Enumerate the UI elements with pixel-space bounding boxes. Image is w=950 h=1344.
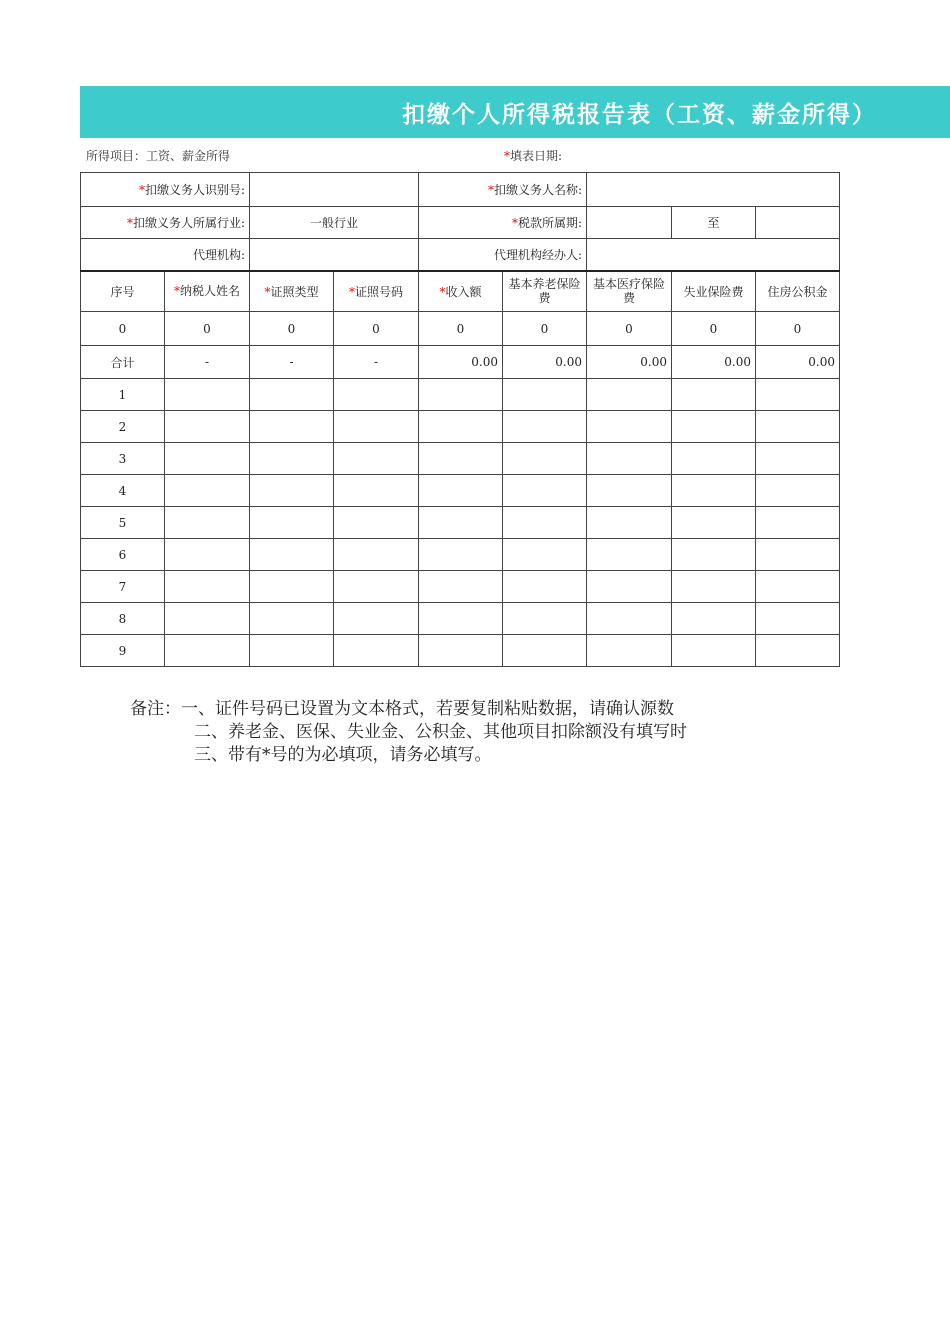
data-cell[interactable] [756,571,840,603]
row-seq: 2 [81,411,165,443]
table-row [81,539,840,571]
col-header-id-number: *证照号码 [334,271,419,312]
fill-date-field[interactable]: *填表日期: [504,149,563,163]
data-cell[interactable] [419,411,503,443]
data-cell[interactable] [756,539,840,571]
table-row [81,507,840,539]
row-seq: 1 [81,379,165,411]
data-cell[interactable] [334,443,419,475]
index-cell: 0 [250,312,334,346]
table-row [81,475,840,507]
data-cell[interactable] [503,635,587,667]
info-row-agency [81,239,840,271]
index-row [81,312,840,346]
data-cell[interactable] [756,475,840,507]
data-cell[interactable] [419,475,503,507]
table-row [81,635,840,667]
data-cell[interactable] [419,379,503,411]
data-cell[interactable] [587,443,672,475]
data-cell[interactable] [250,507,334,539]
data-cell[interactable] [503,507,587,539]
index-cell: 0 [503,312,587,346]
total-row [81,346,840,379]
index-cell: 0 [419,312,503,346]
data-cell[interactable] [503,379,587,411]
data-cell[interactable] [756,507,840,539]
withholder-name-cell[interactable] [587,173,840,207]
data-cell[interactable] [587,379,672,411]
col-header-id-type: *证照类型 [250,271,334,312]
row-seq: 9 [81,635,165,667]
col-header-pension: 基本养老保险费 [503,271,587,312]
withholder-id-label: *扣缴义务人识别号: [81,173,250,207]
col-header-seq: 序号 [81,271,165,312]
table-row [81,603,840,635]
data-cell[interactable] [334,507,419,539]
col-header-unemployment: 失业保险费 [672,271,756,312]
data-cell[interactable] [165,571,250,603]
data-cell[interactable] [334,539,419,571]
title-banner [80,86,950,138]
data-cell[interactable] [419,603,503,635]
info-row-withholder [81,173,840,207]
data-cell[interactable] [250,443,334,475]
industry-cell[interactable]: 一般行业 [250,207,419,239]
data-cell[interactable] [756,443,840,475]
data-cell[interactable] [756,379,840,411]
data-cell[interactable] [165,411,250,443]
data-cell[interactable] [587,411,672,443]
index-cell: 0 [334,312,419,346]
total-unemployment: 0.00 [672,346,756,379]
total-label: 合计 [81,346,165,379]
index-cell: 0 [81,312,165,346]
row-seq: 4 [81,475,165,507]
data-cell[interactable] [419,443,503,475]
index-cell: 0 [672,312,756,346]
data-cell[interactable] [165,379,250,411]
data-cell[interactable] [250,603,334,635]
period-to-label: 至 [672,207,756,239]
notes-label: 备注： [130,699,181,719]
data-cell[interactable] [672,603,756,635]
tax-report-table [80,172,840,667]
col-header-housing: 住房公积金 [756,271,840,312]
data-cell[interactable] [672,475,756,507]
withholder-id-cell[interactable] [250,173,419,207]
withholder-name-label: *扣缴义务人名称: [419,173,587,207]
col-header-medical: 基本医疗保险费 [587,271,672,312]
data-cell[interactable] [419,571,503,603]
data-cell[interactable] [419,635,503,667]
data-cell[interactable] [250,411,334,443]
data-cell[interactable] [672,379,756,411]
data-cell[interactable] [672,411,756,443]
data-cell[interactable] [672,539,756,571]
agency-cell[interactable] [250,239,419,271]
data-cell[interactable] [334,635,419,667]
index-cell: 0 [165,312,250,346]
agency-handler-label: 代理机构经办人: [419,239,587,271]
data-cell[interactable] [250,571,334,603]
data-cell[interactable] [334,603,419,635]
data-cell[interactable] [756,635,840,667]
col-header-name: *纳税人姓名 [165,271,250,312]
data-cell[interactable] [672,443,756,475]
data-cell[interactable] [165,635,250,667]
data-cell[interactable] [503,539,587,571]
row-seq: 6 [81,539,165,571]
column-header-row [81,271,840,312]
data-cell[interactable] [503,443,587,475]
table-row [81,379,840,411]
data-cell[interactable] [587,603,672,635]
data-cell[interactable] [165,539,250,571]
data-cell[interactable] [672,635,756,667]
info-row-industry [81,207,840,239]
total-housing: 0.00 [756,346,840,379]
data-cell[interactable] [250,379,334,411]
data-cell[interactable] [250,635,334,667]
total-income: 0.00 [419,346,503,379]
agency-handler-cell[interactable] [587,239,840,271]
period-from-cell[interactable] [587,207,672,239]
total-id-number: - [334,346,419,379]
table-row [81,443,840,475]
total-medical: 0.00 [587,346,672,379]
period-to-cell[interactable] [756,207,840,239]
period-label: *税款所属期: [419,207,587,239]
row-seq: 3 [81,443,165,475]
row-seq: 8 [81,603,165,635]
data-cell[interactable] [165,475,250,507]
income-item-text: 所得项目：工资、薪金所得 [86,149,231,163]
data-cell[interactable] [587,571,672,603]
data-cell[interactable] [334,475,419,507]
row-seq: 5 [81,507,165,539]
index-cell: 0 [756,312,840,346]
data-cell[interactable] [587,475,672,507]
table-row [81,411,840,443]
data-cell[interactable] [503,603,587,635]
data-cell[interactable] [419,539,503,571]
data-cell[interactable] [419,507,503,539]
data-cell[interactable] [334,411,419,443]
data-cell[interactable] [672,571,756,603]
total-id-type: - [250,346,334,379]
index-cell: 0 [587,312,672,346]
note-line-1: 备注：一、证件号码已设置为文本格式，若要复制粘贴数据，请确认源数 [130,699,674,719]
report-title: 扣缴个人所得税报告表（工资、薪金所得） [402,101,877,128]
table-row [81,571,840,603]
data-cell[interactable] [756,603,840,635]
total-name: - [165,346,250,379]
note-line-2: 二、养老金、医保、失业金、公积金、其他项目扣除额没有填写时 [194,722,687,742]
data-cell[interactable] [587,507,672,539]
data-cell[interactable] [587,539,672,571]
note-line-3: 三、带有*号的为必填项，请务必填写。 [194,745,492,765]
data-cell[interactable] [503,411,587,443]
data-cell[interactable] [334,571,419,603]
row-seq: 7 [81,571,165,603]
fill-date-label: 填表日期: [510,149,563,163]
data-cell[interactable] [672,507,756,539]
data-cell[interactable] [165,507,250,539]
notes-section [130,698,687,767]
agency-label: 代理机构: [81,239,250,271]
col-header-income: *收入额 [419,271,503,312]
data-cell[interactable] [587,635,672,667]
data-cell[interactable] [250,539,334,571]
data-cell[interactable] [503,571,587,603]
data-cell[interactable] [503,475,587,507]
data-cell[interactable] [250,475,334,507]
industry-label: *扣缴义务人所属行业: [81,207,250,239]
data-cell[interactable] [165,443,250,475]
data-cell[interactable] [165,603,250,635]
data-cell[interactable] [756,411,840,443]
total-pension: 0.00 [503,346,587,379]
data-cell[interactable] [334,379,419,411]
